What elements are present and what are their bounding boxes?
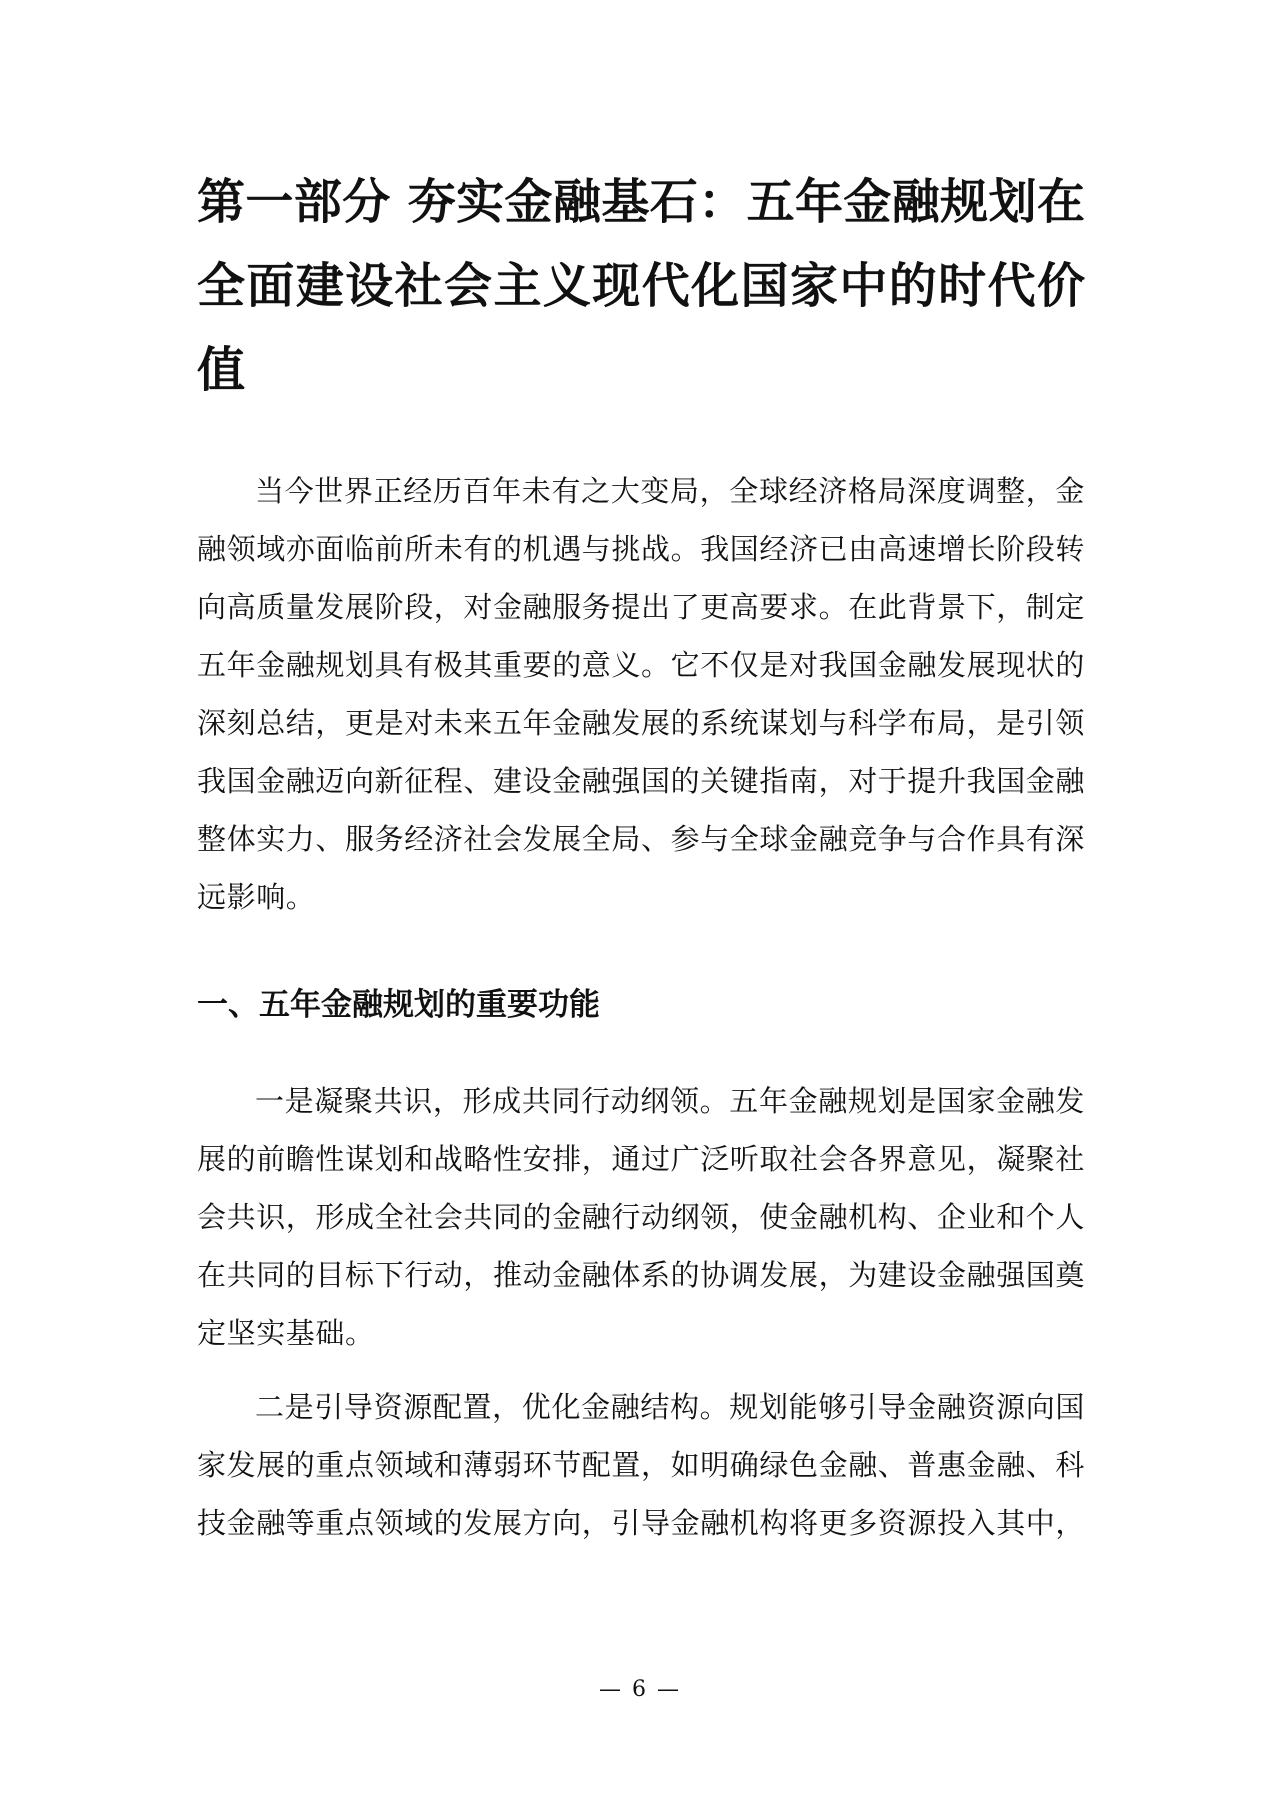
body-paragraph-1: 一是凝聚共识，形成共同行动纲领。五年金融规划是国家金融发展的前瞻性谋划和战略性安排，通过广泛听取社会各界意见，凝聚社会共识，形成全社会共同的金融行动纲领，使金融机构、企业和个人在共同的目标下行动，推动金融体系的协调发展，为建设金融强国奠定坚实基础。 <box>197 1084 1086 1350</box>
page-content <box>197 160 1085 1552</box>
intro-paragraph: 当今世界正经历百年未有之大变局，全球经济格局深度调整，金融领域亦面临前所未有的机遇与挑战。我国经济已由高速增长阶段转向高质量发展阶段，对金融服务提出了更高要求。在此背景下，制定五年金融规划具有极其重要的意义。它不仅是对我国金融发展现状的深刻总结，更是对未来五年金融发展的系统谋划与科学布局，是引领我国金融迈向新征程、建设金融强国的关键指南，对于提升我国金融整体实力、服务经济社会发展全局、参与全球金融竞争与合作具有深远影响。 <box>197 474 1086 914</box>
body-paragraph-2: 二是引导资源配置，优化金融结构。规划能够引导金融资源向国家发展的重点领域和薄弱环节配置，如明确绿色金融、普惠金融、科技金融等重点领域的发展方向，引导金融机构将更多资源投入其中， <box>197 1390 1086 1540</box>
part-title: 第一部分 夯实金融基石：五年金融规划在全面建设社会主义现代化国家中的时代价值 <box>197 174 1085 398</box>
page-number: — 6 — <box>599 1677 681 1702</box>
section-heading: 一、五年金融规划的重要功能 <box>197 987 600 1023</box>
